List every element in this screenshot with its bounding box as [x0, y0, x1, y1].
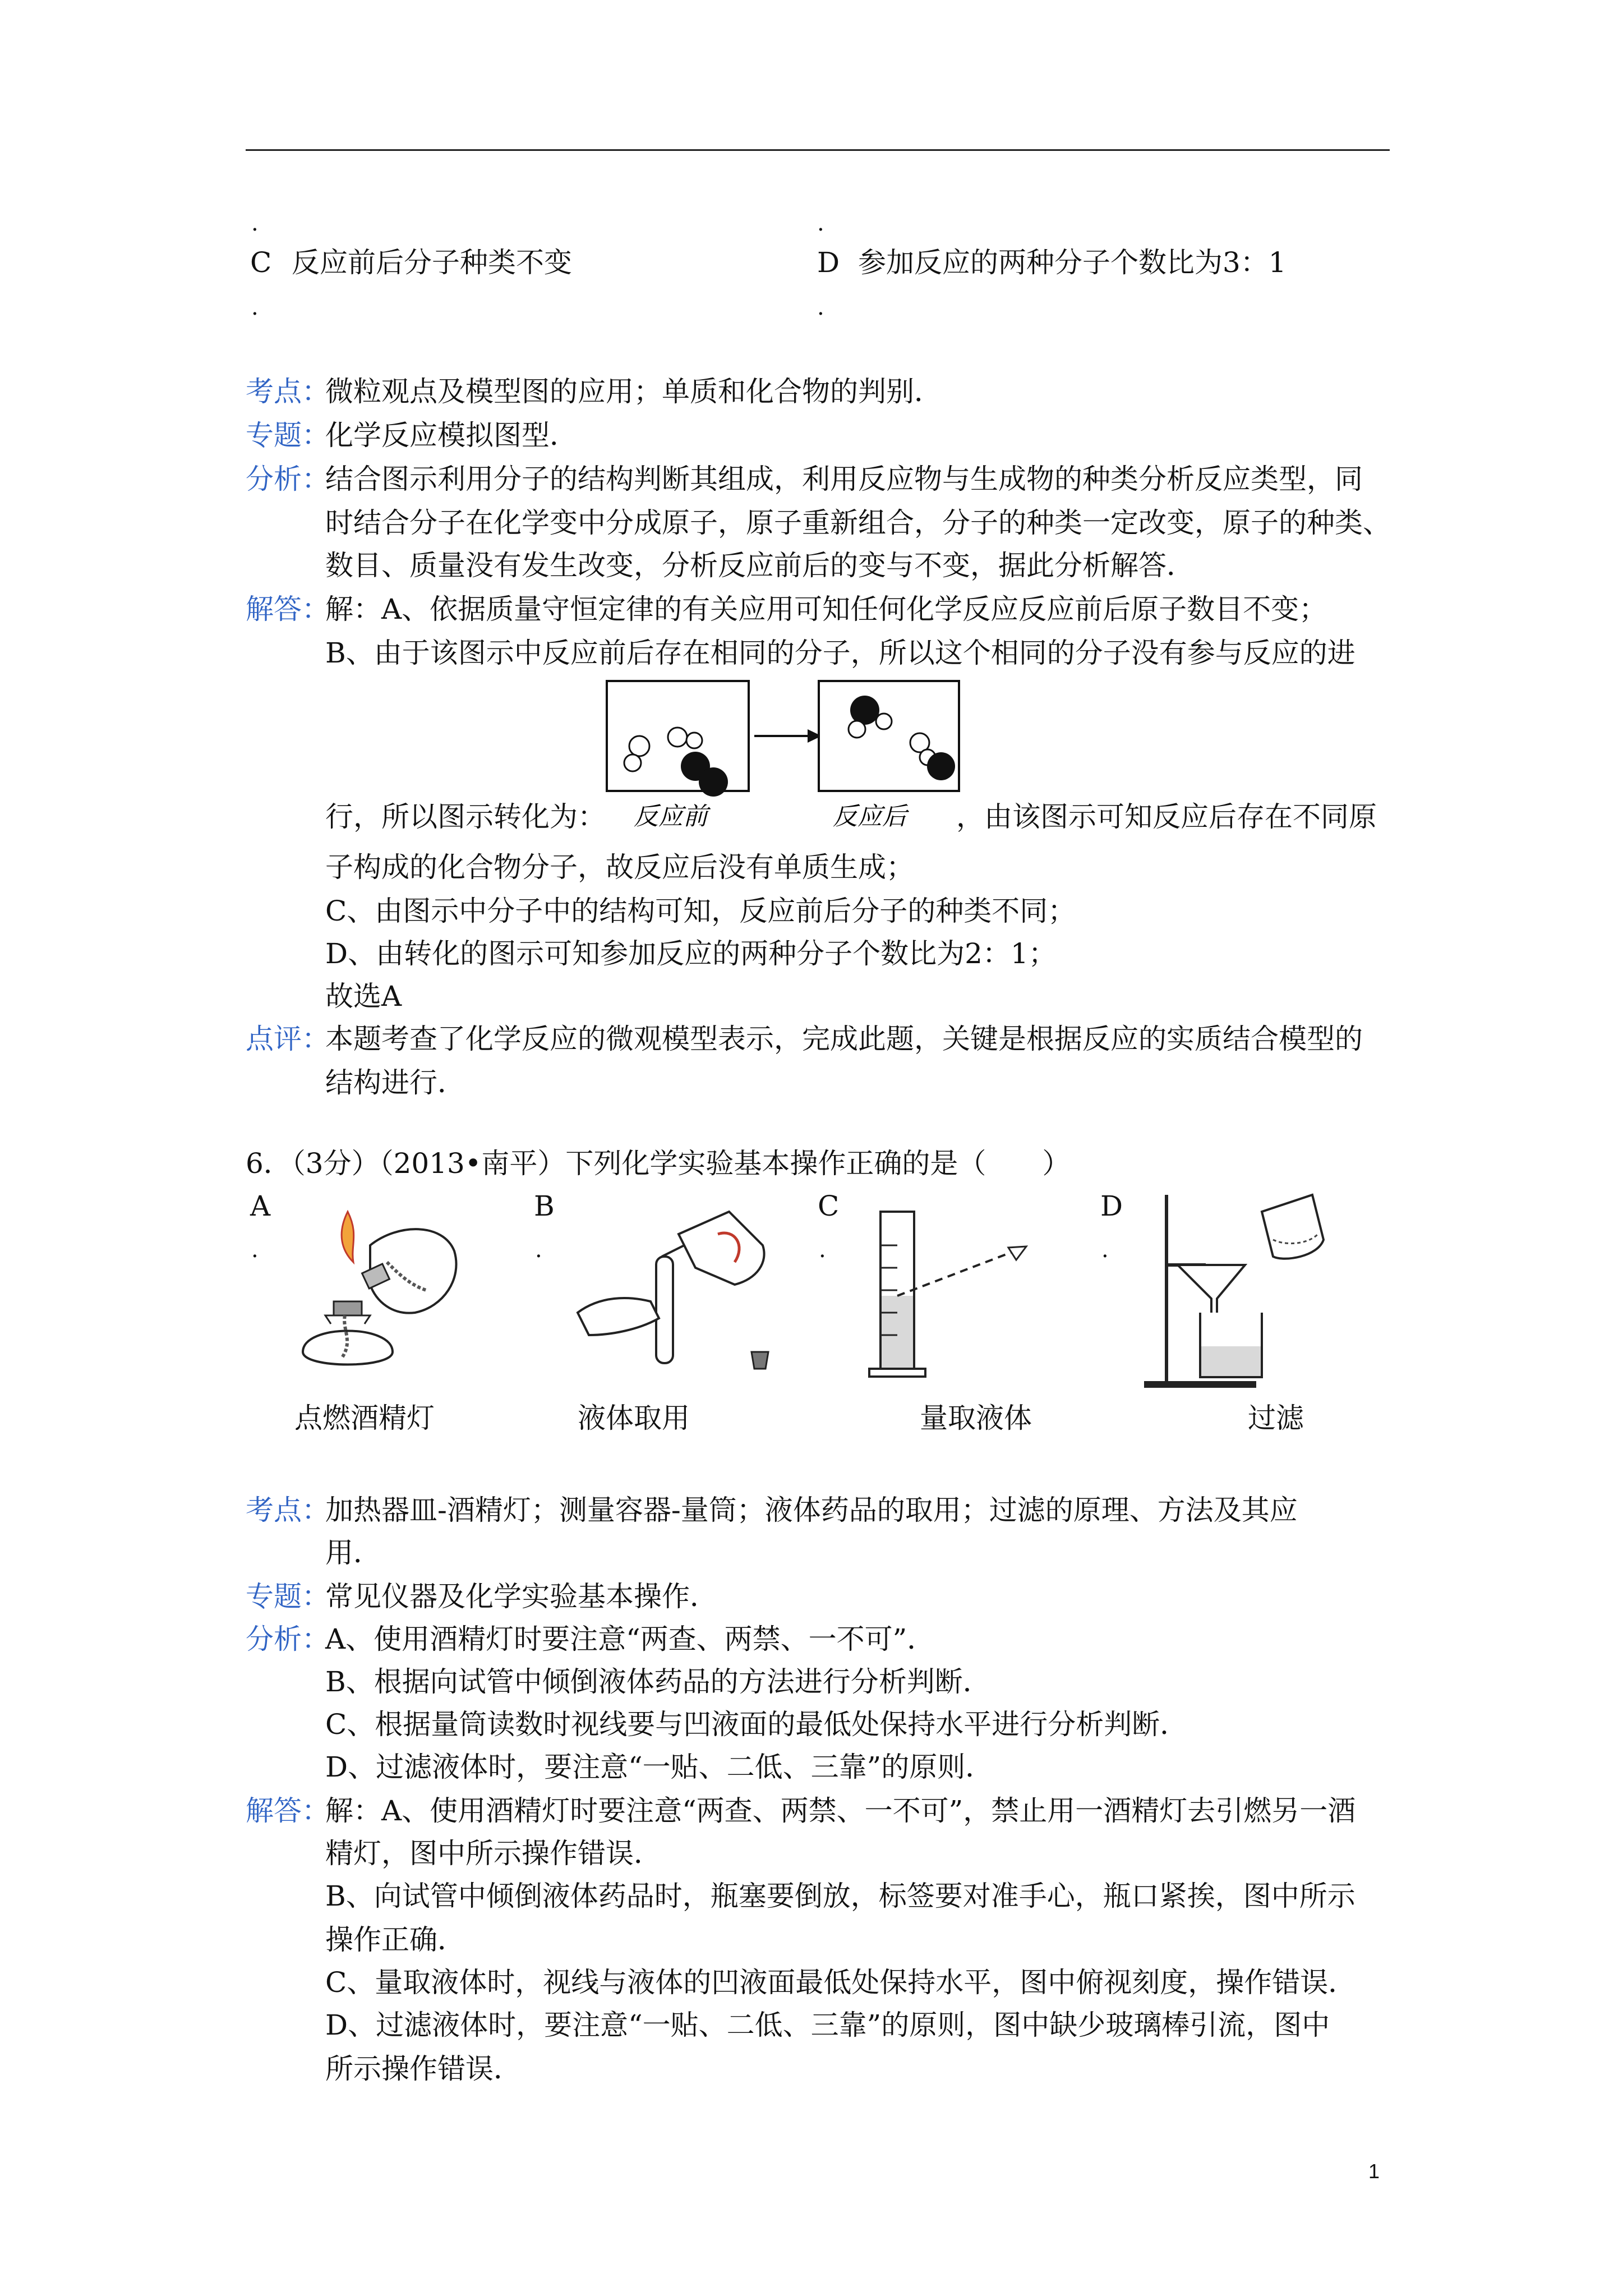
- option-dot: .: [251, 1237, 259, 1263]
- option-dot: .: [1101, 1237, 1109, 1263]
- option-d-letter: D: [1100, 1190, 1123, 1222]
- diagram-after-label: 反应后: [833, 802, 907, 831]
- jieda-line: 精灯，图中所示操作错误．: [325, 1837, 662, 1870]
- option-d-text: 参加反应的两种分子个数比为3：1: [858, 246, 1287, 279]
- zhuanti-label: 专题：: [246, 419, 330, 452]
- option-dot: .: [535, 1237, 542, 1263]
- kaodian-line: 加热器皿-酒精灯；测量容器-量筒；液体药品的取用；过滤的原理、方法及其应: [325, 1494, 1298, 1526]
- option-b-caption: 液体取用: [578, 1402, 690, 1434]
- kaodian-label: 考点：: [246, 375, 330, 408]
- fenxi-line: 结合图示利用分子的结构判断其组成，利用反应物与生成物的种类分析反应类型，同: [325, 463, 1363, 495]
- jieda-line: 故选A: [325, 980, 402, 1013]
- dianping-line: 结构进行．: [325, 1066, 465, 1099]
- option-d-letter: D: [817, 246, 840, 279]
- filtration-illustration: [1133, 1178, 1335, 1391]
- jieda-line: 所示操作错误．: [325, 2053, 522, 2085]
- jieda-label: 解答：: [246, 1795, 330, 1827]
- jieda-line: C、由图示中分子中的结构可知，反应前后分子的种类不同；: [325, 895, 1076, 927]
- option-c-caption: 量取液体: [920, 1402, 1032, 1434]
- jieda-line: 操作正确．: [325, 1924, 465, 1956]
- dianping-line: 本题考查了化学反应的微观模型表示，完成此题，关键是根据反应的实质结合模型的: [325, 1023, 1363, 1055]
- fenxi-line: 数目、质量没有发生改变，分析反应前后的变与不变，据此分析解答．: [325, 549, 1195, 582]
- fenxi-line: 时结合分子在化学变中分成原子，原子重新组合，分子的种类一定改变，原子的种类、: [325, 507, 1391, 539]
- option-d-caption: 过滤: [1248, 1402, 1304, 1434]
- question-stem: 6．（3分）（2013•南平）下列化学实验基本操作正确的是（ ）: [246, 1147, 1071, 1180]
- kaodian-text: 微粒观点及模型图的应用；单质和化合物的判别．: [325, 375, 942, 408]
- option-dot: .: [251, 210, 259, 236]
- option-c-text: 反应前后分子种类不变: [292, 246, 572, 279]
- jieda-line: 解：A、依据质量守恒定律的有关应用可知任何化学反应反应前后原子数目不变；: [325, 593, 1327, 625]
- jieda-line: D、由转化的图示可知参加反应的两种分子个数比为2：1；: [325, 937, 1057, 970]
- jieda-line: B、由于该图示中反应前后存在相同的分子，所以这个相同的分子没有参与反应的进: [325, 637, 1355, 669]
- kaodian-line: 用．: [325, 1536, 381, 1569]
- option-b-letter: B: [534, 1190, 555, 1222]
- reaction-diagram: [606, 679, 1015, 836]
- fenxi-line: C、根据量筒读数时视线要与凹液面的最低处保持水平进行分析判断．: [325, 1708, 1188, 1741]
- option-a-letter: A: [250, 1190, 271, 1222]
- option-dot: .: [817, 210, 824, 236]
- jieda-line: D、过滤液体时，要注意“一贴、二低、三靠”的原则，图中缺少玻璃棒引流，图中: [325, 2009, 1330, 2041]
- fenxi-line: A、使用酒精灯时要注意“两查、两禁、一不可”．: [325, 1623, 935, 1655]
- fenxi-label: 分析：: [246, 1623, 330, 1655]
- option-c-letter: C: [818, 1190, 840, 1222]
- option-dot: .: [817, 295, 824, 320]
- diagram-before-label: 反应前: [634, 802, 708, 831]
- page-number: 1: [1368, 2160, 1380, 2183]
- alcohol-lamp-illustration: [286, 1200, 471, 1386]
- option-a-caption: 点燃酒精灯: [294, 1402, 435, 1434]
- zhuanti-label: 专题：: [246, 1580, 330, 1613]
- jieda-line: ，由该图示可知反应后存在不同原: [956, 800, 1377, 833]
- header-rule: [246, 149, 1390, 151]
- kaodian-label: 考点：: [246, 1494, 330, 1526]
- zhuanti-text: 化学反应模拟图型．: [325, 419, 578, 452]
- jieda-label: 解答：: [246, 593, 330, 625]
- measuring-cylinder-illustration: [858, 1200, 1060, 1386]
- dianping-label: 点评：: [246, 1023, 330, 1055]
- liquid-pouring-illustration: [566, 1200, 780, 1386]
- zhuanti-text: 常见仪器及化学实验基本操作．: [325, 1580, 718, 1613]
- fenxi-line: B、根据向试管中倾倒液体药品的方法进行分析判断．: [325, 1665, 991, 1698]
- jieda-line: 行，所以图示转化为：: [325, 800, 606, 833]
- option-c-letter: C: [250, 246, 272, 279]
- jieda-line: C、量取液体时，视线与液体的凹液面最低处保持水平，图中俯视刻度，操作错误．: [325, 1966, 1357, 1999]
- fenxi-label: 分析：: [246, 463, 330, 495]
- option-dot: .: [251, 295, 259, 320]
- jieda-line: 子构成的化合物分子，故反应后没有单质生成；: [325, 851, 914, 884]
- jieda-line: 解：A、使用酒精灯时要注意“两查、两禁、一不可”，禁止用一酒精灯去引燃另一酒: [325, 1795, 1356, 1827]
- jieda-line: B、向试管中倾倒液体药品时，瓶塞要倒放，标签要对准手心，瓶口紧挨，图中所示: [325, 1880, 1355, 1912]
- fenxi-line: D、过滤液体时，要注意“一贴、二低、三靠”的原则．: [325, 1751, 994, 1783]
- option-dot: .: [819, 1237, 826, 1263]
